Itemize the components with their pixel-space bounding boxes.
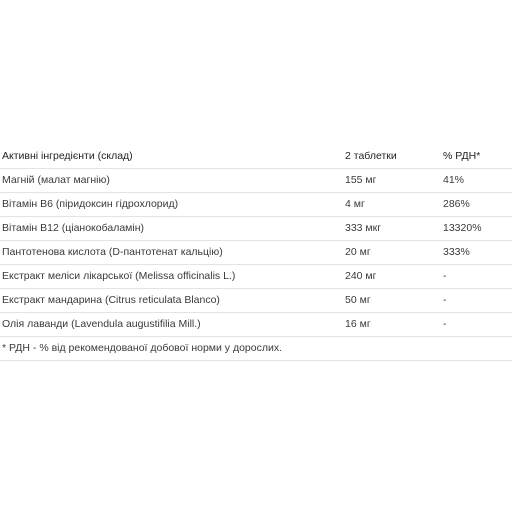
ingredient-rdn: 333% [443,246,470,258]
ingredient-amount: 333 мкг [345,222,382,234]
ingredient-rdn: - [443,270,447,282]
ingredient-rdn: - [443,318,447,330]
table-row [0,241,512,265]
table-row [0,169,512,193]
ingredient-amount: 4 мг [345,198,365,210]
table-row [0,193,512,217]
table-footnote: * РДН - % від рекомендованої добової норми у дорослих. [0,337,512,361]
ingredient-name: Магній (малат магнію) [2,174,110,186]
ingredient-rdn: 286% [443,198,470,210]
ingredient-name: Вітамін B6 (піридоксин гідрохлорид) [2,198,179,210]
ingredient-amount: 50 мг [345,294,371,306]
ingredient-name: Екстракт меліси лікарської (Melissa officinalis L.) [2,270,236,282]
header-dose: 2 таблетки [345,150,397,162]
ingredient-rdn: 41% [443,174,465,186]
table-row [0,313,512,337]
ingredient-name: Екстракт мандарина (Citrus reticulata Blanco) [2,294,220,306]
table-row [0,289,512,313]
ingredient-amount: 155 мг [345,174,377,186]
ingredient-amount: 240 мг [345,270,377,282]
ingredient-name: Вітамін B12 (ціанокобаламін) [2,222,145,234]
ingredient-amount: 20 мг [345,246,371,258]
header-ingredients: Активні інгредієнти (склад) [2,150,133,162]
header-rdn: % РДН* [443,150,481,162]
ingredient-rdn: - [443,294,447,306]
table-header-row [0,145,512,169]
ingredient-rdn: 13320% [443,222,482,234]
ingredient-name: Пантотенова кислота (D-пантотенат кальцію) [2,246,223,258]
table-row [0,217,512,241]
ingredients-table [0,145,512,361]
ingredient-amount: 16 мг [345,318,371,330]
table-row [0,265,512,289]
ingredient-name: Олія лаванди (Lavendula augustifilia Mill.) [2,318,201,330]
